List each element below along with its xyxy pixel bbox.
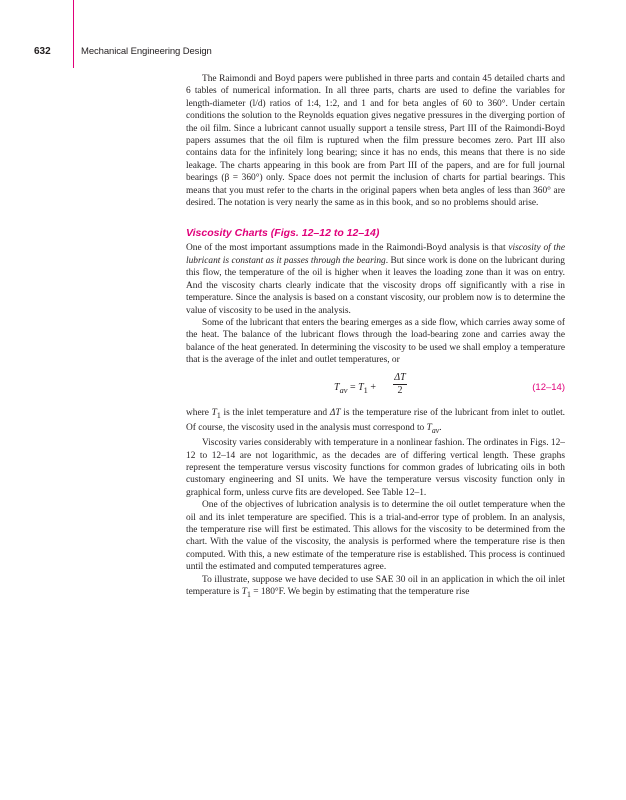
equation-number: (12–14) xyxy=(532,381,565,393)
header-rule xyxy=(73,0,74,68)
var-t1: T xyxy=(358,381,364,393)
equation-lhs xyxy=(334,382,376,397)
section-heading: Viscosity Charts (Figs. 12–12 to 12–14) xyxy=(186,227,380,240)
var-t1: T xyxy=(241,586,247,597)
var-t1: T xyxy=(211,407,217,418)
plus-sign: + xyxy=(367,381,376,393)
paragraph: One of the objectives of lubrication analysis is to determine the oil outlet temperature when the oil and its inlet temperature are specified. This is a trial-and-error type of problem. In an analysis, the temperature rise will first be estimated. This allows for the viscosity to be determined from the chart. With the value of the viscosity, the analysis is performed where the temperature rise is then computed. With this, a new estimate of the temperature rise is established. This process is continued until the estimated and computed temperatures agree. xyxy=(186,500,565,573)
running-head: Mechanical Engineering Design xyxy=(81,46,212,57)
paragraph xyxy=(186,574,565,602)
emphasis-text: viscosity of the lubricant is constant as it passes through the bearing xyxy=(186,243,565,266)
var-t: T xyxy=(334,381,340,393)
paragraph xyxy=(186,407,565,438)
paragraph xyxy=(186,242,565,316)
var-t: T xyxy=(426,422,432,433)
paragraph-text: . But since work is done on the lubricant during this flow, the temperature of the oil is higher when it leaves the loading zone than it was on entry. And the viscosity charts clearly indicate that the viscosity drops off significantly with a rise in temperature. Since the analysis is based on a constant viscosity, our problem now is to determine the value of viscosity to be used in the analysis. xyxy=(186,255,565,316)
sub-1: 1 xyxy=(216,410,221,420)
sub-1: 1 xyxy=(246,589,251,599)
var-delta-t: ΔT xyxy=(329,407,341,418)
sub-av: av xyxy=(339,385,348,395)
fraction-numerator: ΔT xyxy=(394,371,406,383)
paragraph-text: One of the most important assumptions made in the Raimondi-Boyd analysis is that xyxy=(186,243,509,254)
paragraph-text: is the inlet temperature and xyxy=(220,407,330,418)
paragraph: The Raimondi and Boyd papers were published in three parts and contain 45 detailed charts and 6 tables of numerical information. In all three parts, charts are used to define the variables for length-diameter (l/d) ratios of 1:4, 1:2, and 1 and for beta angles of 60 to 360°. Under certain conditions the solution to the Reynolds equation gives negative pressures in the diverging portion of the oil film. Since a lubricant cannot usually support a tensile stress, Part III of the Raimondi-Boyd papers assumes that the oil film is ruptured when the film pressure becomes zero. Part III also contains data for the infinitely long bearing; since it has no ends, this means that there is no side leakage. The charts appearing in this book are from Part III of the papers, and are for full journal bearings (β = 360°) only. Space does not permit the inclusion of charts for partial bearings. This means that you must refer to the charts in the original papers when beta angles of less than 360° are desired. The notation is very nearly the same as in this book, and so no problems should arise. xyxy=(186,74,565,209)
page-number: 632 xyxy=(34,46,51,57)
sub-av: av xyxy=(431,425,440,435)
paragraph-text: = 180°F. We begin by estimating that the temperature rise xyxy=(250,586,470,597)
paragraph: Viscosity varies considerably with temperature in a nonlinear fashion. The ordinates in Figs. 12–12 to 12–14 are not logarithmic, as the decades are of differing vertical length. These graphs represent the temperature versus viscosity functions for common grades of lubricating oils in both customary engineering and SI units. We have the temperature versus viscosity function only in graphical form, unless curve fits are developed. See Table 12–1. xyxy=(186,438,565,498)
paragraph-text: To illustrate, suppose we have decided to use SAE 30 oil in an application in which the oil inlet temperature is xyxy=(186,574,565,597)
equals-sign: = xyxy=(347,381,359,393)
page-body xyxy=(186,73,565,601)
paragraph-text: is the temperature rise of the lubricant from inlet to outlet. Of course, the viscosity used in the analysis must correspond to xyxy=(186,407,566,433)
paragraph: Some of the lubricant that enters the bearing emerges as a side flow, which carries away some of the heat. The balance of the lubricant flows through the load-bearing zone and carries away the balance of the heat generated. In determining the viscosity to be used we shall employ a temperature that is the average of the inlet and outlet temperatures, or xyxy=(186,317,565,366)
fraction-denominator: 2 xyxy=(397,384,403,396)
fraction xyxy=(392,372,408,397)
paragraph-text: . xyxy=(439,422,442,433)
equation-12-14 xyxy=(186,371,565,401)
paragraph-text: where xyxy=(186,407,212,418)
sub-1: 1 xyxy=(363,385,368,395)
